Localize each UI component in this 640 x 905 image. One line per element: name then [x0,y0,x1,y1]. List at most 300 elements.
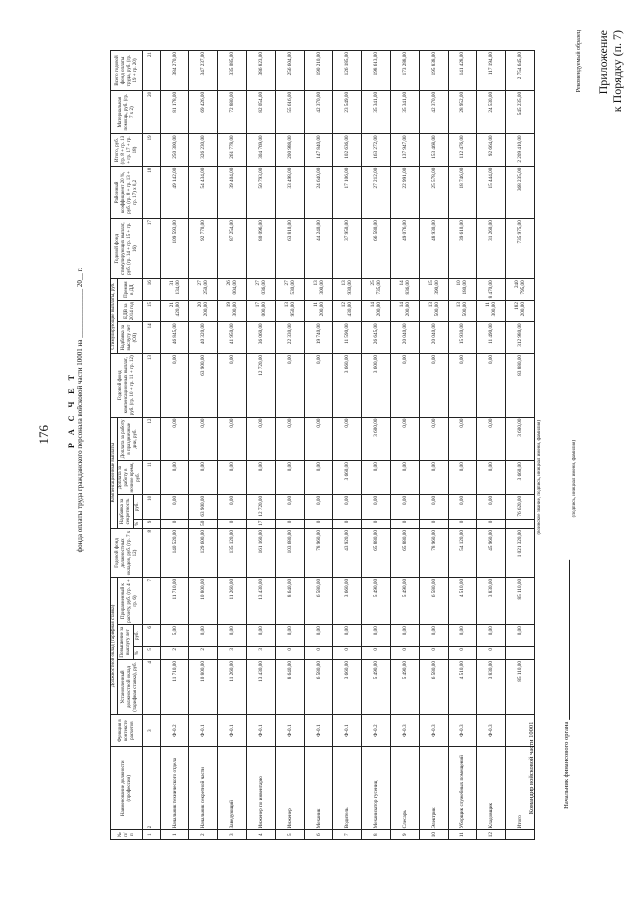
table-cell: Ф-0.1 [304,714,333,746]
table-cell: 46 845,00 [160,322,189,354]
table-cell: 3 600,00 [506,417,535,461]
table-cell: Итого [506,747,535,830]
table-cell: 0,00 [218,461,247,495]
table-cell: Заведующий [218,747,247,830]
appendix-line2: к Порядку (п. 7) [610,30,624,113]
table-cell: 54 434,00 [189,166,218,218]
commander-line [528,560,535,720]
h-staff-allowance: Повышение за выслугу лет [118,625,134,660]
table-cell: 386 823,00 [247,51,276,91]
table-cell [506,519,535,528]
table-cell: 55 616,00 [275,90,304,133]
form-label: Рекомендуемый образец [576,30,582,93]
table-cell: 13 500,00 [448,301,477,322]
table-cell: 0,00 [304,625,333,647]
table-cell: 10 [419,830,448,840]
table-cell: 66 580,00 [362,219,391,279]
table-cell: 31 260,00 [477,219,506,279]
table-cell: 20 200,00 [189,301,218,322]
table-cell: 0,00 [304,461,333,495]
table-cell: Уборщик служебных помещений [448,747,477,830]
table-cell: 0 [390,519,419,528]
table-row [419,51,448,840]
table-cell: 18 746,00 [448,166,477,218]
table-cell: 8 640,00 [275,660,304,715]
table-cell: 0 [477,519,506,528]
table-cell: Ф-0.1 [247,714,276,746]
table-row [390,51,419,840]
table-body [143,51,535,840]
h-stim-group: Стимулирующие выплаты, руб. [111,279,118,354]
payroll-table-wrap [110,50,530,840]
table-cell: 12 430,00 [333,301,362,322]
table-cell: 1 021 320,00 [506,529,535,578]
table-cell: Ф-0.3 [390,714,419,746]
table-cell: 17 000,00 [247,301,276,322]
table-cell: 0,00 [390,494,419,519]
table-cell: 15 444,00 [477,166,506,218]
table-cell: 0,00 [448,461,477,495]
table-row [189,51,218,840]
table-cell: 40 320,00 [189,322,218,354]
table-cell: 0,00 [362,461,391,495]
table-cell: 0,00 [390,625,419,647]
h-pct-1: % [134,647,143,660]
table-cell: 195 838,00 [419,51,448,91]
finance-line [563,560,570,720]
table-cell: 0 [275,519,304,528]
table-cell: 0,00 [304,417,333,461]
table-cell: 14 200,00 [362,301,391,322]
table-cell: 80 096,00 [247,219,276,279]
table-cell: 2 [160,647,189,660]
table-cell: 0,00 [304,494,333,519]
table-cell: 13 950,00 [275,301,304,322]
table-cell: 0,00 [448,417,477,461]
h-pct-2: % [134,519,143,528]
table-cell: 0,00 [333,494,362,519]
table-cell: 13 300,00 [304,279,333,301]
table-cell: 0,00 [189,417,218,461]
table-cell: 4 510,00 [448,577,477,624]
h-rub-1: руб. [134,625,143,647]
table-cell: 0,00 [275,625,304,647]
table-cell: 17 [143,219,161,279]
table-cell: Электрик [419,747,448,830]
h-grand: Всего годовой фонд оплаты труда, руб. (гр. 19 + гр. 20) [111,51,143,91]
title-heading: Р А С Ч Е Т [67,372,76,448]
table-cell: 129 600,00 [189,529,218,578]
table-cell: 41 950,00 [218,322,247,354]
table-cell: Ф-0.1 [189,714,218,746]
table-cell: 0,00 [275,494,304,519]
h-rub-2: руб. [134,494,143,519]
table-cell: 0,00 [160,461,189,495]
table-cell: 5 [275,830,304,840]
table-cell: 20 040,00 [390,322,419,354]
table-cell: 0,00 [333,625,362,647]
table-cell: 8 640,00 [275,577,304,624]
table-cell: 15 [143,301,161,322]
table-cell: 0 [419,519,448,528]
table-cell: 16 [143,279,161,301]
table-cell: 2 209 410,00 [506,134,535,166]
h-comp-night: Доплата за работу в ночное время, руб. [118,462,141,493]
table-cell: 0,00 [160,353,189,417]
table-cell: 3 660,00 [333,660,362,715]
table-cell: 0,00 [448,494,477,519]
table-cell: 0,00 [218,417,247,461]
table-cell: 173 288,00 [390,51,419,91]
table-cell: 42 370,00 [419,90,448,133]
h-staff-group: Должностной оклад (тарифная ставка) [111,577,118,714]
table-cell: Начальник технического отдела [160,747,189,830]
table-cell: 0 [448,647,477,660]
table-cell: 2 [189,830,218,840]
table-cell: 85 110,00 [506,577,535,624]
h-stim-prize: Премия в ДД [118,279,143,301]
h-no: № п/п [111,830,143,840]
table-row [333,51,362,840]
table-cell: Ф-0.1 [218,714,247,746]
table-cell: 198 613,00 [362,51,391,91]
table-cell: 326 230,00 [189,134,218,166]
table-cell: 49 076,00 [390,219,419,279]
table-cell: 5 [143,647,161,660]
table-cell: 735 975,00 [506,219,535,279]
table-cell: 0 [477,647,506,660]
document-title [67,160,85,660]
table-cell: 10 180,00 [448,279,477,301]
table-cell: 384 270,00 [160,51,189,91]
table-cell: 0,00 [390,461,419,495]
table-cell: 10 800,00 [189,577,218,624]
table-cell: 92 664,00 [477,134,506,166]
table-cell: 7 [333,830,362,840]
table-cell: 42 370,00 [304,90,333,133]
table-row [247,51,276,840]
table-cell: 0,00 [275,353,304,417]
table-cell: 83 880,00 [506,353,535,417]
table-cell: 256 604,00 [275,51,304,91]
table-cell: 0,00 [390,353,419,417]
payroll-table [110,50,535,840]
table-cell: 0 [304,647,333,660]
table-cell: 39 610,00 [448,219,477,279]
table-cell: 25 578,00 [419,166,448,218]
table-cell: 12 [477,830,506,840]
table-cell: 11 260,00 [218,577,247,624]
table-cell: 4 [247,830,276,840]
table-cell: 14 200,00 [390,301,419,322]
h-function: Функция в контексте расчетов [111,714,143,746]
h-comp-holiday: Доплата за работу в праздничные дни, руб. [118,417,143,461]
table-row [304,51,333,840]
table-cell: 0 [419,647,448,660]
table-cell: 0,00 [362,494,391,519]
table-cell: 6 580,00 [419,660,448,715]
table-cell: 22 330,00 [275,322,304,354]
table-cell: 335 085,00 [218,51,247,91]
table-cell: 8 [362,830,391,840]
table-cell: 78 960,00 [304,529,333,578]
table-row [218,51,247,840]
table-cell: 0,00 [506,625,535,647]
table-cell: 63 900,00 [189,494,218,519]
table-cell: 0,00 [419,353,448,417]
h-stim-award: ЕДВ за 2014 год [118,301,143,322]
h-annual-comp: Годовой фонд компенсационных выплат, руб. (гр. 10 + гр. 11 + гр. 12) [111,353,143,417]
table-row [275,51,304,840]
table-cell: 2 754 645,00 [506,51,535,91]
table-cell: 153 468,00 [419,134,448,166]
table-cell: 28 952,00 [448,90,477,133]
table-cell: 13 [143,353,161,417]
table-cell: 8 [143,529,161,578]
table-cell: 19 300,00 [218,301,247,322]
table-cell: 0,00 [218,494,247,519]
table-cell: 21 [143,51,161,91]
table-cell: 13 500,00 [419,301,448,322]
table-cell: 6 580,00 [304,660,333,715]
table-cell: 26 645,00 [362,322,391,354]
table-cell: 22 991,00 [390,166,419,218]
table-cell: 11 260,00 [218,660,247,715]
table-cell: 190 210,00 [304,51,333,91]
h-total: Итого, руб. (гр. 8 + гр. 13 + гр. 17 + гр. 18) [111,134,143,166]
table-cell: 82 054,00 [247,90,276,133]
table-cell: Ф-0.2 [160,714,189,746]
table-cell: 9 [143,519,161,528]
table-cell: Ф-0.3 [448,714,477,746]
table-cell: 2 [189,647,218,660]
table-cell: 163 272,00 [362,134,391,166]
table-cell: 13 430,00 [247,577,276,624]
table-cell: 126 185,00 [333,51,362,91]
title-subtitle: фонда оплаты труда гражданского персонала войсковой части 10001 на ______________ 20__ г. [76,267,84,553]
table-cell: 21 420,00 [160,301,189,322]
table-cell: 0,00 [247,417,276,461]
table-cell: 4 [143,660,161,715]
table-cell: 78 960,00 [419,529,448,578]
table-cell: 6 [143,625,161,647]
table-cell: 182 200,00 [506,301,535,322]
table-cell: 2 [143,747,161,830]
table-row [448,51,477,840]
table-cell: 0 [390,647,419,660]
table-cell: 0,00 [160,494,189,519]
table-cell: 3 [143,714,161,746]
table-cell: Механик [304,747,333,830]
table-cell: 49 142,00 [160,166,189,218]
h-comp-group: Компенсационные выплаты [111,417,118,528]
h-increased: Приравненный к расчету, руб. (гр. 4 + гр. 6) [118,577,143,624]
table-cell: 147 840,00 [304,134,333,166]
table-cell: 48 930,00 [419,219,448,279]
h-stim-service: Надбавка за выслугу лет (ОЗ) [118,322,143,354]
table-cell: 3 [247,647,276,660]
table-cell: 12 [143,417,161,461]
table-cell: 0 [218,519,247,528]
table-cell: 117 194,00 [477,51,506,91]
table-cell: 545 235,00 [506,90,535,133]
table-cell: 0,00 [189,625,218,647]
table-cell: 19 [143,134,161,166]
table-cell: 23 549,00 [333,90,362,133]
table-cell: 109 593,00 [160,219,189,279]
table-cell: 0 [275,647,304,660]
table-cell: 0,00 [477,461,506,495]
table-cell: 11 300,00 [477,301,506,322]
table-cell: 27 036,00 [247,279,276,301]
table-cell: 50 793,00 [247,166,276,218]
table-cell: 87 254,00 [218,219,247,279]
table-cell: 27 530,00 [275,279,304,301]
table-cell: 24 640,00 [304,166,333,218]
table-cell: 54 120,00 [448,529,477,578]
table-cell: Водитель [333,747,362,830]
table-cell: 0 [333,519,362,528]
table-cell: 0 [362,519,391,528]
table-cell: 304 769,00 [247,134,276,166]
table-cell: 0 [362,647,391,660]
table-cell: 14 [143,322,161,354]
h-annual-stim: Годовой фонд стимулирующих выплат, руб. (гр. 14 + гр. 15 + гр. 16) [111,219,143,279]
table-cell: 63 900,00 [189,353,218,417]
table-cell: 69 426,00 [189,90,218,133]
table-cell: Слесарь [390,747,419,830]
table-cell: 35 341,00 [390,90,419,133]
table-cell: 24 530,00 [477,90,506,133]
table-cell: 0,00 [419,625,448,647]
table-cell: 26 004,00 [218,279,247,301]
table-cell: 37 950,00 [333,219,362,279]
table-cell: 85 110,00 [506,660,535,715]
table-cell: Механизатор гусениц [362,747,391,830]
table-cell: 13 430,00 [247,660,276,715]
table-cell: 25 735,00 [362,279,391,301]
table-cell: 141 428,00 [448,51,477,91]
table-cell: 0,00 [419,494,448,519]
table-cell: 3 [218,647,247,660]
finance-label: Начальник финансового органа [563,721,570,809]
table-cell: 0,00 [448,625,477,647]
table-cell: 3 660,00 [333,461,362,495]
table-cell: 0,00 [477,353,506,417]
table-cell: 0,00 [477,494,506,519]
appendix-line1: Приложение [596,30,610,95]
h-position: Наименование должности (профессии) [111,747,143,830]
table-cell: 72 880,00 [218,90,247,133]
table-cell: Ф-0.3 [419,714,448,746]
table-cell: 65 880,00 [390,529,419,578]
table-cell: 3 830,00 [477,660,506,715]
table-cell: 103 680,00 [275,529,304,578]
table-cell: 5,00 [160,625,189,647]
table-cell: 0,00 [390,417,419,461]
table-cell: 0,00 [275,417,304,461]
table-cell: 0,00 [448,353,477,417]
h-regional: Районный коэффициент 20 %, руб. (гр. 8 + гр. 13 + гр. 17) x 0,2 [111,166,143,218]
h-comp-mark: Надбавка за секретность [118,494,134,528]
table-cell: 0,00 [419,461,448,495]
commander-caption: (воинское звание, подпись, инициал имени, фамилия) [537,420,542,535]
table-cell: 19 740,00 [304,322,333,354]
table-row [477,51,506,840]
table-cell: 3 600,00 [362,417,391,461]
table-cell: 15 390,00 [419,279,448,301]
table-cell: 0,00 [160,417,189,461]
table-cell: 36 060,00 [247,322,276,354]
table-cell: 12 720,00 [247,494,276,519]
table-cell: 3 660,00 [333,353,362,417]
index-row [143,51,161,840]
table-cell: 347 237,00 [189,51,218,91]
table-cell: 240 795,00 [506,279,535,301]
table-cell: 11 710,00 [160,577,189,624]
table-cell: Ф-0.3 [477,714,506,746]
table-cell: 12 720,00 [247,353,276,417]
h-staff-salary: Установленный должностной оклад (тарифная ставка), руб. [118,660,143,715]
table-cell: 27 212,00 [362,166,391,218]
table-cell: 0,00 [304,353,333,417]
table-cell: 200 988,00 [275,134,304,166]
table-cell: 10 [143,494,161,519]
table-cell: 0 [160,519,189,528]
table-cell: 43 920,00 [333,529,362,578]
table-cell: 6 580,00 [419,577,448,624]
table-cell: 11 200,00 [304,301,333,322]
table-cell: 161 160,00 [247,529,276,578]
table-cell: 140 520,00 [160,529,189,578]
table-cell: 17 106,00 [333,166,362,218]
table-cell: 11 710,00 [160,660,189,715]
table-cell: Ф-0.1 [275,714,304,746]
table-cell: 368 235,00 [506,166,535,218]
table-cell: 50 [189,519,218,528]
h-material: Материальная помощь, руб. (гр. 7 x 2) [111,90,143,133]
table-cell: 81 178,00 [160,90,189,133]
table-cell: 0,00 [189,461,218,495]
table-cell: 11 [143,461,161,495]
table-cell: 11 490,00 [477,322,506,354]
table-cell: 44 240,00 [304,219,333,279]
table-cell: 20 [143,90,161,133]
table-cell: 0 [333,647,362,660]
table-cell: 3 [218,830,247,840]
table-cell: 15 930,00 [448,322,477,354]
table-cell: 0,00 [477,625,506,647]
table-cell: 5 490,00 [362,660,391,715]
table-cell: 11 590,00 [333,322,362,354]
table-cell: 3 600,00 [362,353,391,417]
table-cell: 13 930,00 [333,279,362,301]
table-cell: 92 770,00 [189,219,218,279]
table-cell: 17 [247,519,276,528]
table-cell: Ф-0.1 [333,714,362,746]
table-cell: 31 134,00 [160,279,189,301]
table-cell: 3 660,00 [333,577,362,624]
table-cell: 65 880,00 [362,529,391,578]
table-cell: 261 778,00 [218,134,247,166]
finance-signature [563,560,570,809]
table-cell: 6 [304,830,333,840]
table-cell: 0 [304,519,333,528]
table-cell: 0 [448,519,477,528]
table-cell: 0,00 [247,461,276,495]
table-cell: 10 800,00 [189,660,218,715]
table-cell: Ф-0.2 [362,714,391,746]
